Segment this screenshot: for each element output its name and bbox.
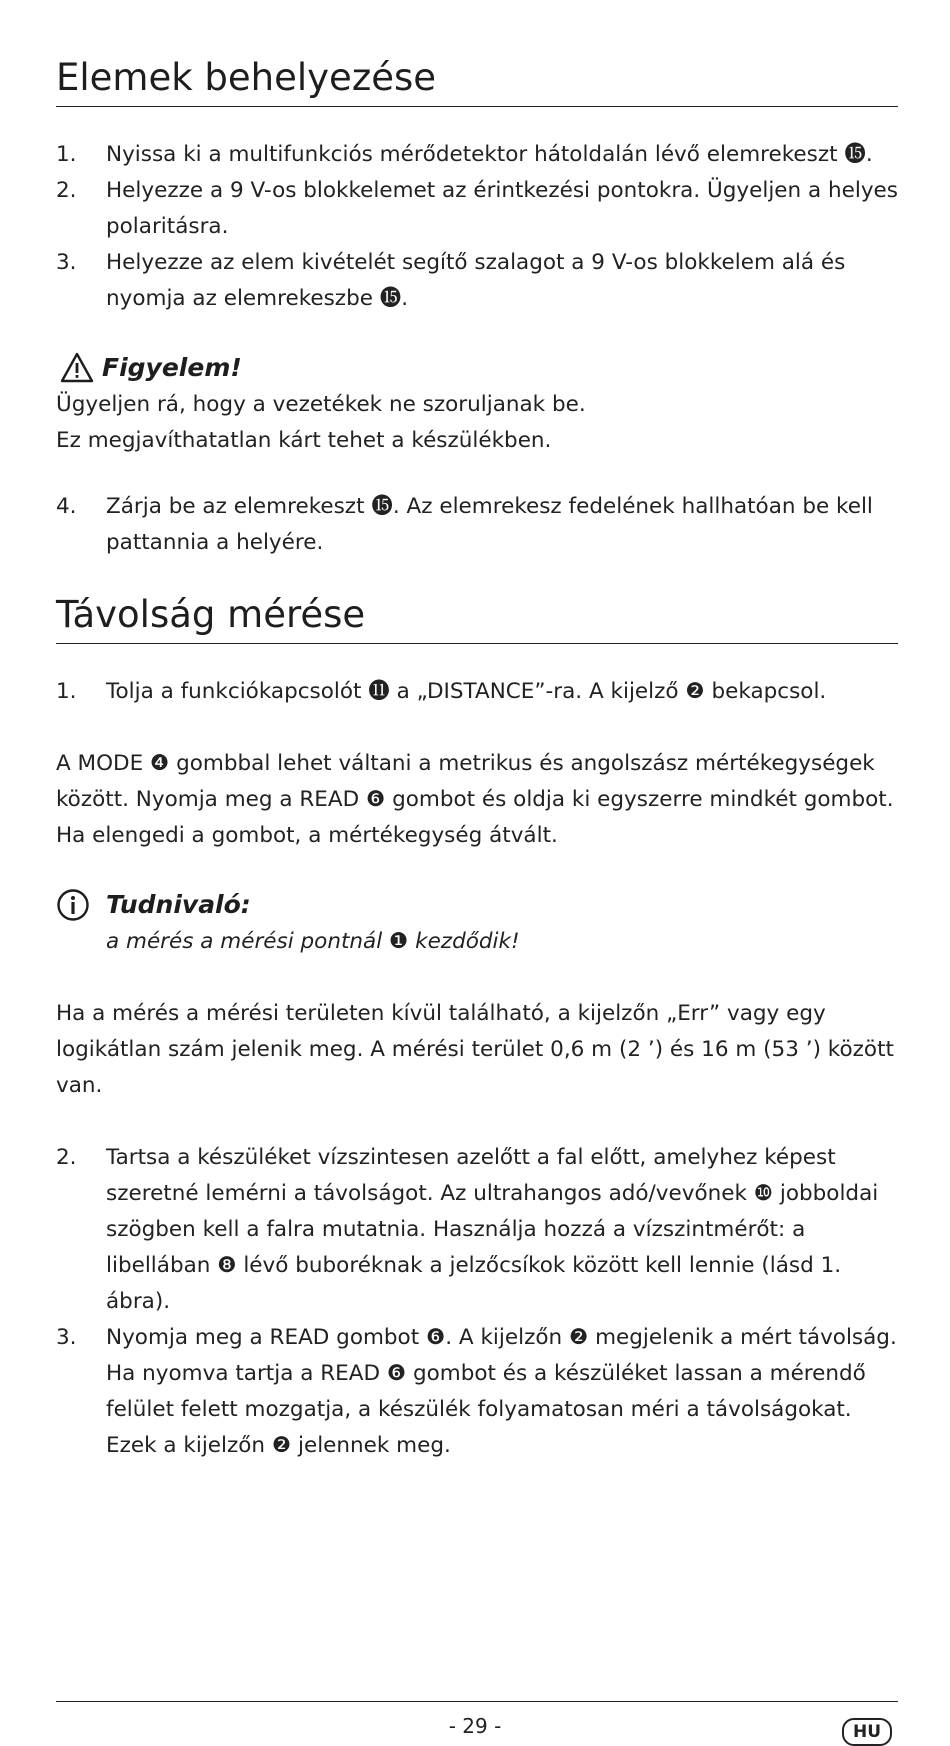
list-item xyxy=(56,1320,898,1464)
page-content xyxy=(56,52,898,1464)
step-number: 4. xyxy=(56,494,77,519)
list-item xyxy=(56,173,898,245)
warning-text-line-1: Ügyeljen rá, hogy a vezetékek ne szoruljanak be. xyxy=(56,392,586,417)
step-text: Zárja be az elemrekeszt ⓯. Az elemrekesz fedelének hallhatóan be kell pattannia a helyére. xyxy=(106,494,873,555)
distance-steps-list-continued xyxy=(56,1140,898,1464)
step-number: 2. xyxy=(56,178,77,203)
step-text: Tolja a funkciókapcsolót ⓫ a „DISTANCE”-ra. A kijelző ❷ bekapcsol. xyxy=(106,679,827,704)
step-number: 3. xyxy=(56,1325,77,1350)
step-text: Tartsa a készüléket vízszintesen azelőtt a fal előtt, amelyhez képest szeretné lemérni a távolságot. Az ultrahangos adó/vevőnek ❿ jobboldai szögben kell a falra mutatnia. Használja hozzá a vízszintmérőt: a libellában ❽ lévő buboréknak a jelzőcsíkok között kell lennie (lásd 1. ábra). xyxy=(106,1145,879,1314)
language-badge: HU xyxy=(842,1718,892,1746)
battery-steps-list-continued xyxy=(56,489,898,561)
note-title: Tudnivaló: xyxy=(106,890,251,919)
range-paragraph: Ha a mérés a mérési területen kívül található, a kijelzőn „Err” vagy egy logikátlan szám jelenik meg. A mérési terület 0,6 m (2 ’) és 16 m (53 ’) között van. xyxy=(56,1001,894,1098)
warning-triangle-icon xyxy=(60,351,94,385)
note-callout xyxy=(56,886,898,960)
footer-divider xyxy=(56,1701,898,1702)
list-item xyxy=(56,489,898,561)
warning-title: Figyelem! xyxy=(102,353,242,382)
note-heading xyxy=(56,886,898,924)
step-number: 3. xyxy=(56,250,77,275)
mode-paragraph: A MODE ❹ gombbal lehet váltani a metrikus és angolszász mértékegységek között. Nyomja meg a READ ❻ gombot és oldja ki egyszerre mindkét gombot. Ha elengedi a gombot, a mértékegység átvált. xyxy=(56,751,894,848)
section-title-distance: Távolság mérése xyxy=(56,589,898,644)
step-number: 2. xyxy=(56,1145,77,1170)
warning-text-line-2: Ez megjavíthatatlan kárt tehet a készülékben. xyxy=(56,428,552,453)
list-item xyxy=(56,1140,898,1320)
list-item xyxy=(56,137,898,173)
step-number: 1. xyxy=(56,142,77,167)
warning-callout xyxy=(56,349,898,459)
step-text: Nyissa ki a multifunkciós mérődetektor hátoldalán lévő elemrekeszt ⓯. xyxy=(106,142,873,167)
step-number: 1. xyxy=(56,679,77,704)
section-title-batteries: Elemek behelyezése xyxy=(56,52,898,107)
page-number: - 29 - xyxy=(448,1714,502,1738)
step-text: Helyezze a 9 V-os blokkelemet az érintkezési pontokra. Ügyeljen a helyes polaritásra. xyxy=(106,178,898,239)
warning-heading xyxy=(56,349,898,387)
distance-steps-list xyxy=(56,674,898,710)
battery-steps-list xyxy=(56,137,898,317)
step-text: Helyezze az elem kivételét segítő szalagot a 9 V-os blokkelem alá és nyomja az elemrekeszbe ⓯. xyxy=(106,250,846,311)
info-icon xyxy=(56,888,90,922)
list-item xyxy=(56,245,898,317)
step-text: Nyomja meg a READ gombot ❻. A kijelzőn ❷ megjelenik a mért távolság. Ha nyomva tartja a READ ❻ gombot és a készüléket lassan a mérendő felület felett mozgatja, a készülék folyamatosan méri a távolságokat. Ezek a kijelzőn ❷ jelennek meg. xyxy=(106,1325,897,1458)
note-text: a mérés a mérési pontnál ❶ kezdődik! xyxy=(106,929,520,954)
list-item xyxy=(56,674,898,710)
